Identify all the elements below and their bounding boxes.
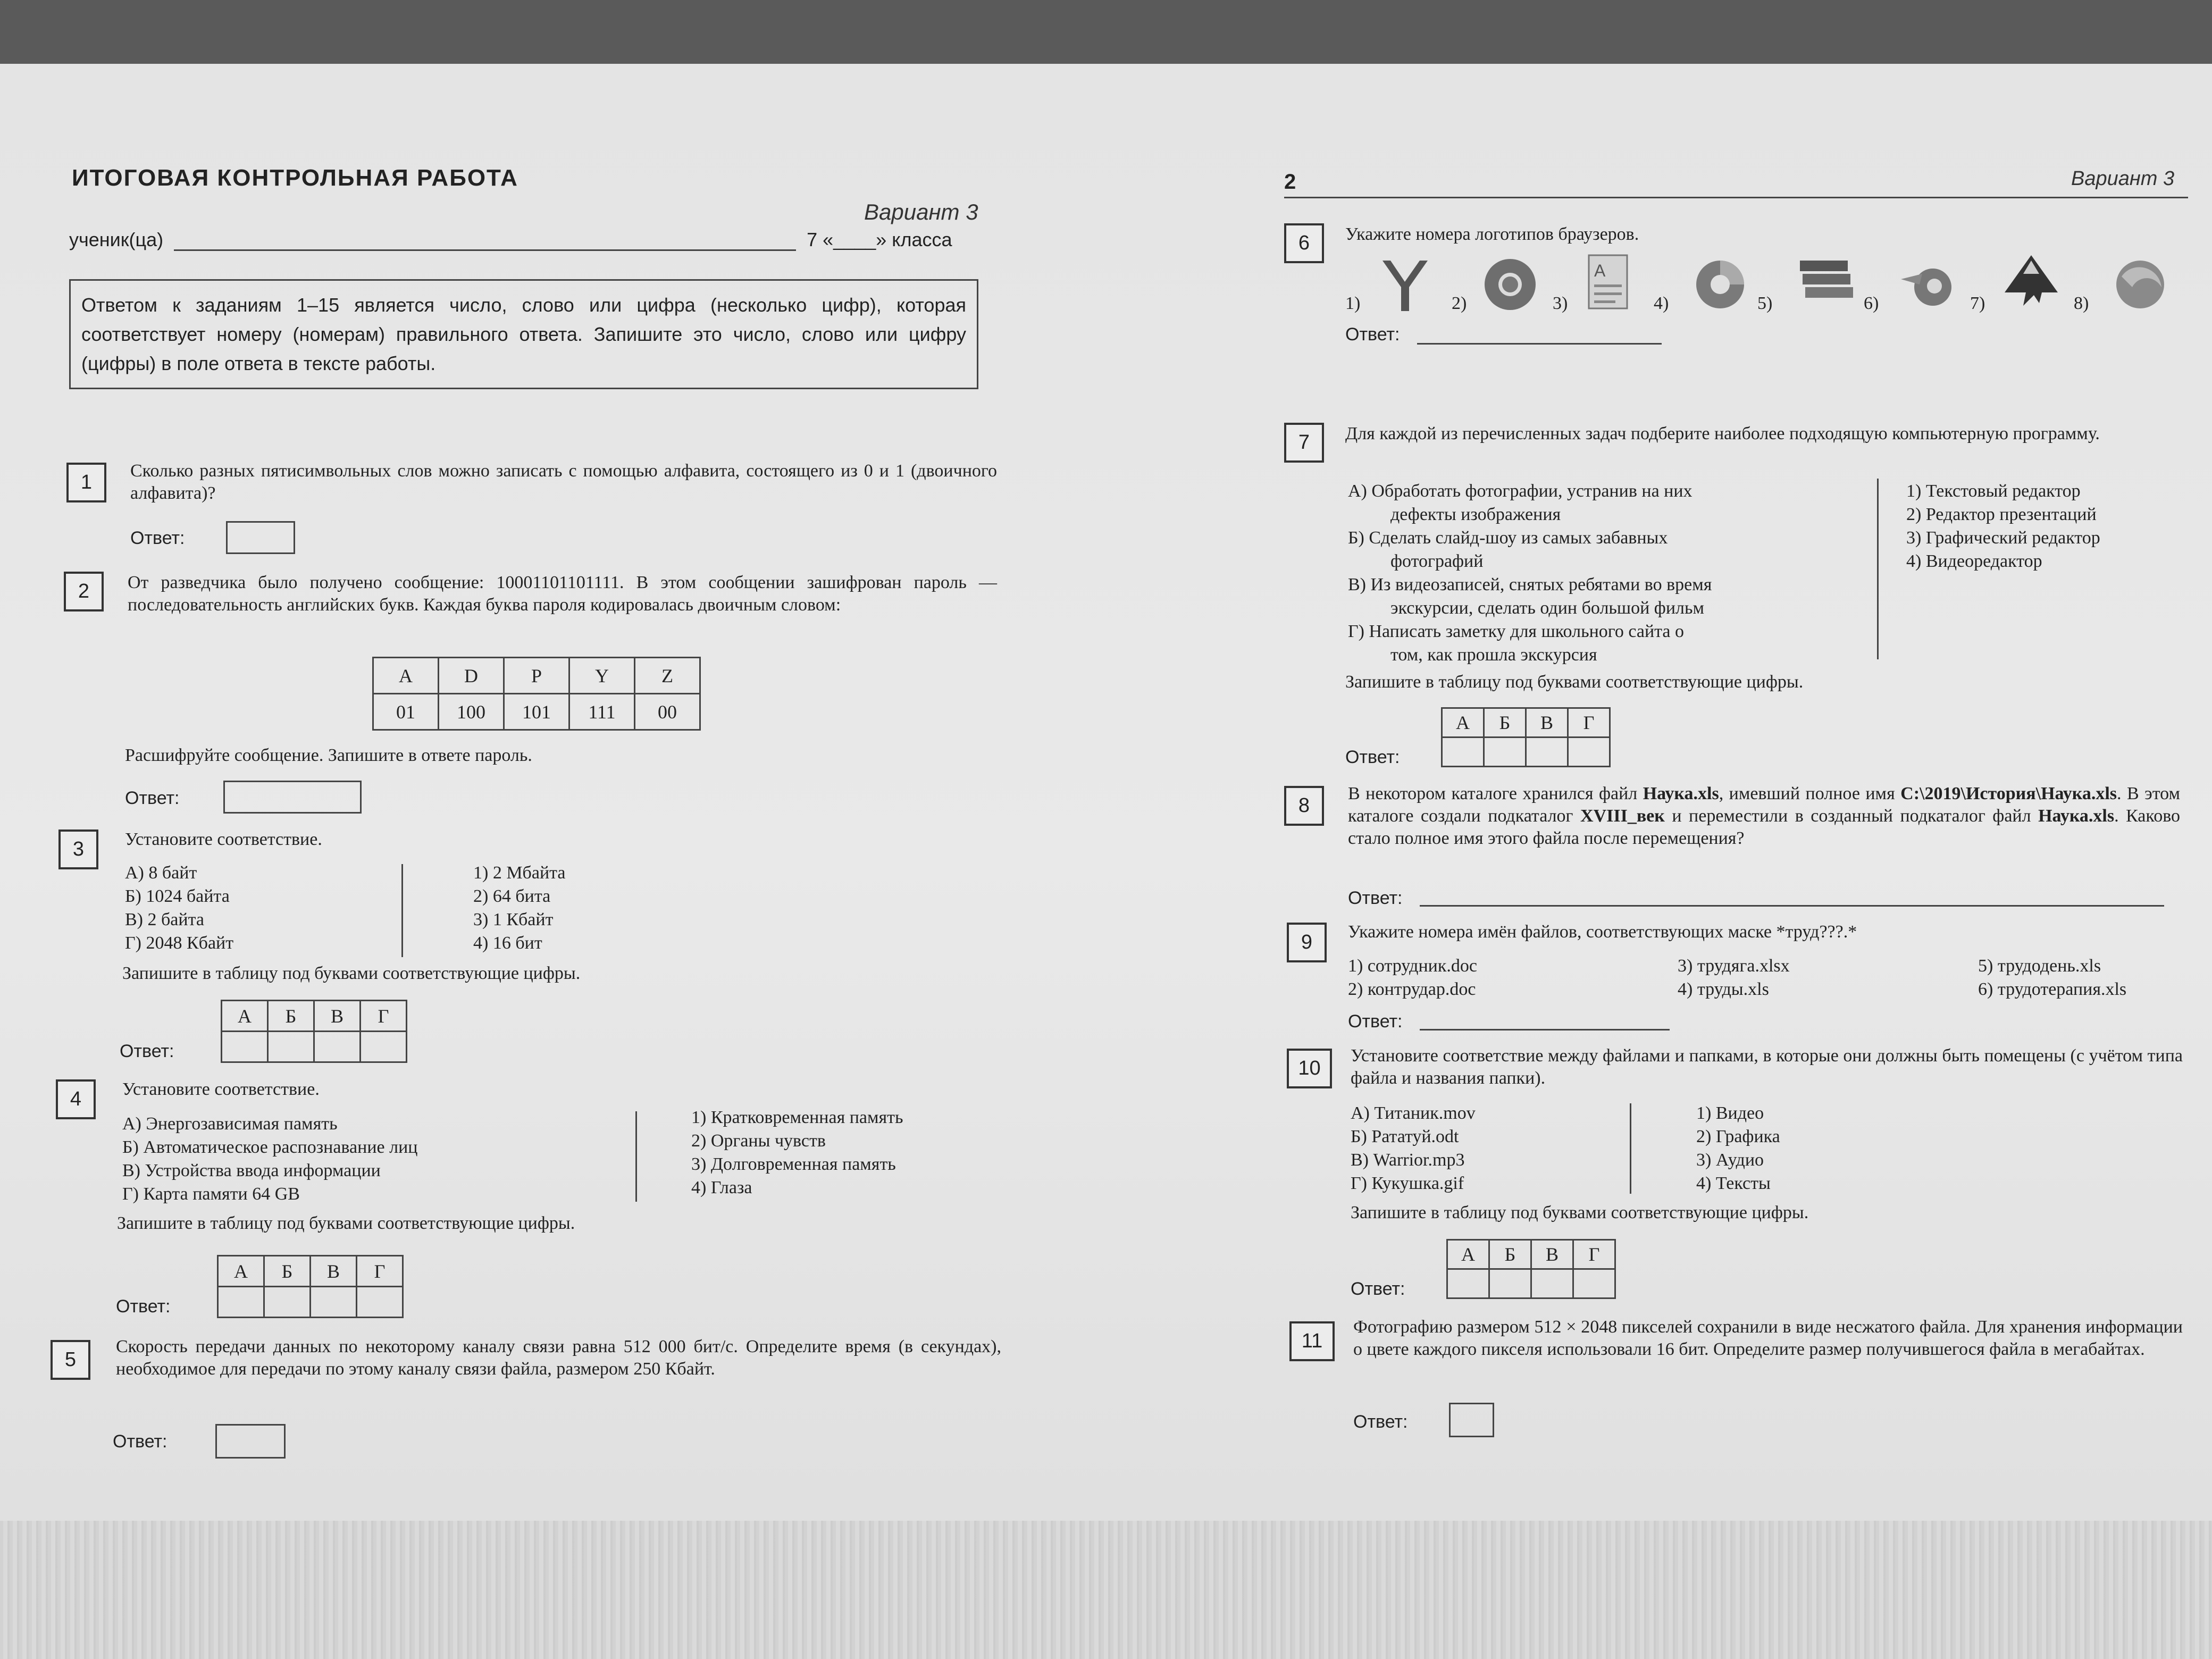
table-row: [1442, 738, 1610, 767]
table-cell: 111: [569, 694, 635, 730]
code-table: [372, 657, 701, 731]
table-cell: 01: [373, 694, 439, 730]
question-number: 5: [51, 1340, 90, 1380]
table-header-cell: Г: [1573, 1240, 1615, 1269]
answer-table-10[interactable]: [1446, 1239, 1616, 1299]
logo-option-7: [1970, 253, 2076, 314]
question-9-text: Укажите номера имён файлов, соответствующих маске *труд???.*: [1348, 922, 1857, 942]
table-header-cell: Б: [264, 1256, 311, 1287]
table-row: [222, 1001, 407, 1032]
table-header-cell: Б: [1484, 708, 1526, 738]
instructions-box: Ответом к заданиям 1–15 является число, слово или цифра (несколько цифр), которая соответствует номеру (номерам) правильного ответа. Запишите это число, слово или цифру (цифры) в поле ответа в тексте работы.: [69, 279, 978, 389]
answer-table-4[interactable]: [217, 1255, 404, 1318]
table-cell: Z: [635, 658, 700, 694]
right-page: [1276, 64, 2212, 1659]
logo-option-4: [1654, 255, 1760, 314]
answer-cell[interactable]: [1531, 1269, 1573, 1298]
question-number: 10: [1287, 1049, 1332, 1088]
table-cell: D: [439, 658, 504, 694]
table-row: [1447, 1240, 1615, 1269]
student-name-field[interactable]: [174, 233, 796, 251]
table-instruction: Запишите в таблицу под буквами соответствующие цифры.: [1351, 1203, 1809, 1222]
table-header-cell: А: [1447, 1240, 1489, 1269]
answer-cell[interactable]: [222, 1032, 268, 1062]
list-item: экскурсии, сделать один большой фильм: [1390, 598, 1705, 618]
doc-title: ИТОГОВАЯ КОНТРОЛЬНАЯ РАБОТА: [72, 165, 518, 191]
header-rule: [1284, 197, 2188, 198]
table-row: [218, 1256, 403, 1287]
list-item: Б) Рататуй.odt: [1351, 1127, 1459, 1146]
list-item: том, как прошла экскурсия: [1390, 645, 1597, 665]
table-cell: 101: [504, 694, 569, 730]
list-item: 3) 1 Кбайт: [473, 910, 554, 929]
table-row: [1442, 708, 1610, 738]
table-cell: 100: [439, 694, 504, 730]
document-sheet: [0, 64, 2212, 1659]
question-8-text: В некотором каталоге хранился файл Наука.xls, имевший полное имя C:\2019\История\Наука.xls. В этом каталоге создали подкаталог XVIII_век и переместили в созданный подкаталог файл Наука.xls. Каково стало полное имя этого файла после перемещения?: [1348, 784, 2181, 848]
answer-cell[interactable]: [314, 1032, 361, 1062]
table-header-cell: В: [1531, 1240, 1573, 1269]
question-number: 7: [1284, 423, 1324, 463]
list-item: Г) Карта памяти 64 GB: [122, 1184, 300, 1204]
list-item: 3) Графический редактор: [1906, 528, 2100, 548]
table-row: [373, 694, 700, 730]
list-item: 5) трудодень.xls: [1978, 956, 2101, 976]
answer-cell[interactable]: [1573, 1269, 1615, 1298]
logo-label: 3): [1553, 294, 1568, 313]
question-number: 4: [56, 1079, 96, 1119]
list-item: В) 2 байта: [125, 910, 204, 929]
list-item: 4) Видеоредактор: [1906, 551, 2042, 571]
question-4-left-list: [122, 1112, 417, 1206]
list-item: 1) 2 Мбайта: [473, 863, 566, 883]
blender-logo-icon: [1898, 255, 1957, 314]
list-item: Б) Автоматическое распознавание лиц: [122, 1137, 418, 1157]
list-item: 1) Кратковременная память: [691, 1108, 903, 1127]
list-item: 4) труды.xls: [1678, 979, 1769, 999]
list-item: 4) 16 бит: [473, 933, 542, 953]
answer-label: Ответ:: [1351, 1279, 1405, 1299]
question-10-right-list: [1696, 1102, 1780, 1195]
inkscape-logo-icon: [2002, 253, 2060, 311]
answer-label: Ответ:: [113, 1431, 167, 1452]
list-item: 1) сотрудник.doc: [1348, 956, 1477, 976]
list-item: 1) Видео: [1696, 1103, 1764, 1123]
answer-label: Ответ:: [1353, 1412, 1408, 1432]
question-number: 11: [1289, 1321, 1335, 1361]
table-cell: A: [373, 658, 439, 694]
question-2-text: От разведчика было получено сообщение: 10001101101111. В этом сообщении зашифрован пароль — последовательность английских букв. Каждая буква пароля кодировалась двоичным словом:: [128, 573, 997, 615]
table-header-cell: Б: [1489, 1240, 1531, 1269]
answer-box-2[interactable]: [223, 781, 362, 814]
question-4-text: Установите соответствие.: [122, 1079, 320, 1099]
question-9-list-col1: [1348, 954, 1477, 1001]
question-3-left-list: [125, 861, 233, 955]
answer-cell[interactable]: [1489, 1269, 1531, 1298]
answer-cell[interactable]: [264, 1287, 311, 1318]
list-item: 1) Текстовый редактор: [1906, 481, 2081, 501]
column-divider: [635, 1111, 637, 1202]
svg-text:A: A: [1594, 261, 1606, 280]
logo-label: 4): [1654, 294, 1669, 313]
student-line: [69, 229, 1005, 251]
answer-cell[interactable]: [1526, 738, 1568, 767]
list-item: 3) трудяга.xlsx: [1678, 956, 1790, 976]
table-header-cell: Г: [361, 1001, 407, 1032]
answer-cell[interactable]: [357, 1287, 403, 1318]
office-logo-icon: [1691, 255, 1749, 314]
list-item: В) Устройства ввода информации: [122, 1161, 381, 1180]
logo-option-6: [1864, 255, 1970, 314]
answer-box-1[interactable]: [226, 521, 295, 554]
list-item: Г) Кукушка.gif: [1351, 1174, 1464, 1193]
grade-label: 7 «____» класса: [807, 229, 952, 250]
logo-label: 1): [1345, 294, 1361, 313]
question-7-text: Для каждой из перечисленных задач подберите наиболее подходящую компьютерную программу.: [1345, 424, 2100, 443]
table-cell: P: [504, 658, 569, 694]
question-3-right-list: [473, 861, 566, 955]
answer-table-7[interactable]: [1441, 707, 1611, 767]
list-item: 2) Редактор презентаций: [1906, 505, 2097, 524]
question-number: 9: [1287, 923, 1327, 962]
table-header-cell: А: [222, 1001, 268, 1032]
answer-cell[interactable]: [361, 1032, 407, 1062]
table-row: [373, 658, 700, 694]
answer-label: Ответ:: [130, 528, 185, 548]
answer-line-9[interactable]: [1420, 1029, 1670, 1030]
yandex-logo-icon: [1375, 255, 1433, 314]
logo-label: 8): [2074, 294, 2089, 313]
logo-option-3: [1553, 253, 1659, 314]
scan-artifact: [0, 1521, 2212, 1659]
firefox-logo-icon: [2111, 255, 2169, 314]
logo-label: 5): [1757, 294, 1773, 313]
list-item: 4) Глаза: [691, 1178, 752, 1197]
table-header-cell: А: [218, 1256, 264, 1287]
column-divider: [1877, 479, 1879, 659]
logo-option-1: [1345, 255, 1452, 314]
question-number: 8: [1284, 786, 1324, 826]
answer-line-6[interactable]: [1417, 343, 1662, 345]
list-item: А) Обработать фотографии, устранив на них: [1348, 481, 1692, 501]
question-2-task: Расшифруйте сообщение. Запишите в ответе пароль.: [125, 745, 532, 765]
list-item: 2) 64 бита: [473, 886, 551, 906]
student-label: ученик(ца): [69, 229, 164, 250]
answer-table-3[interactable]: [221, 1000, 407, 1063]
table-instruction: Запишите в таблицу под буквами соответствующие цифры.: [117, 1213, 575, 1233]
answer-label: Ответ:: [125, 788, 180, 808]
page-number: 2: [1284, 170, 1296, 194]
table-cell: Y: [569, 658, 635, 694]
table-header-cell: А: [1442, 708, 1484, 738]
logo-option-5: [1757, 253, 1880, 314]
question-10-text: Установите соответствие между файлами и папками, в которые они должны быть помещены (с учётом типа файла и названия папки).: [1351, 1046, 2183, 1088]
question-7-right-list: [1906, 480, 2100, 573]
list-item: фотографий: [1390, 551, 1484, 571]
table-instruction: Запишите в таблицу под буквами соответствующие цифры.: [122, 963, 581, 983]
answer-box-11[interactable]: [1449, 1403, 1494, 1437]
logo-label: 7): [1970, 294, 1985, 313]
list-item: Г) 2048 Кбайт: [125, 933, 234, 953]
question-1-text: Сколько разных пятисимвольных слов можно записать с помощью алфавита, состоящего из 0 и 1 (двоичного алфавита)?: [130, 461, 997, 503]
variant-label: Вариант 3: [864, 199, 978, 224]
list-item: 2) Графика: [1696, 1127, 1780, 1146]
answer-cell[interactable]: [1442, 738, 1484, 767]
column-divider: [1630, 1103, 1631, 1194]
question-6-text: Укажите номера логотипов браузеров.: [1345, 224, 1639, 244]
answer-label: Ответ:: [1345, 747, 1400, 767]
list-item: 2) контрудар.doc: [1348, 979, 1476, 999]
answer-label: Ответ:: [1348, 1011, 1403, 1032]
document-logo-icon: [1585, 253, 1632, 314]
list-item: Б) 1024 байта: [125, 886, 230, 906]
column-divider: [401, 864, 403, 957]
question-7-left-list: [1348, 480, 1712, 667]
table-cell: 00: [635, 694, 700, 730]
question-11-text: Фотографию размером 512 × 2048 пикселей сохранили в виде несжатого файла. Для хранения информации о цвете каждого пикселя использовали 16 бит. Определите размер получившегося файла в мегабайтах.: [1353, 1317, 2183, 1359]
table-header-cell: Г: [357, 1256, 403, 1287]
list-item: 2) Органы чувств: [691, 1131, 826, 1151]
stack-logo-icon: [1797, 253, 1856, 311]
left-page: [0, 64, 1063, 1659]
list-item: 3) Долговременная память: [691, 1154, 896, 1174]
answer-cell[interactable]: [1484, 738, 1526, 767]
list-item: дефекты изображения: [1390, 505, 1561, 524]
answer-cell[interactable]: [218, 1287, 264, 1318]
answer-box-5[interactable]: [215, 1424, 286, 1459]
question-number: 3: [58, 830, 98, 869]
list-item: 4) Тексты: [1696, 1174, 1771, 1193]
table-instruction: Запишите в таблицу под буквами соответствующие цифры.: [1345, 672, 1804, 692]
question-number: 2: [64, 572, 104, 611]
question-number: 6: [1284, 223, 1324, 263]
question-number: 1: [66, 463, 106, 502]
question-10-left-list: [1351, 1102, 1476, 1195]
table-row: [218, 1287, 403, 1318]
list-item: А) Титаник.mov: [1351, 1103, 1476, 1123]
answer-line-8[interactable]: [1420, 905, 2164, 907]
question-9-list-col2: [1678, 954, 1790, 1001]
list-item: 3) Аудио: [1696, 1150, 1764, 1170]
logo-option-8: [2074, 255, 2180, 314]
table-row: [222, 1032, 407, 1062]
table-header-cell: В: [314, 1001, 361, 1032]
answer-label: Ответ:: [116, 1296, 171, 1317]
list-item: Б) Сделать слайд-шоу из самых забавных: [1348, 528, 1668, 548]
question-3-text: Установите соответствие.: [125, 830, 322, 849]
table-header-cell: В: [311, 1256, 357, 1287]
answer-label: Ответ:: [120, 1041, 174, 1061]
list-item: А) 8 байт: [125, 863, 197, 883]
table-header-cell: В: [1526, 708, 1568, 738]
table-header-cell: Г: [1568, 708, 1610, 738]
logo-label: 2): [1452, 294, 1467, 313]
answer-cell[interactable]: [1447, 1269, 1489, 1298]
answer-cell[interactable]: [268, 1032, 314, 1062]
answer-label: Ответ:: [1348, 888, 1403, 908]
answer-cell[interactable]: [1568, 738, 1610, 767]
answer-cell[interactable]: [311, 1287, 357, 1318]
table-row: [1447, 1269, 1615, 1298]
list-item: 6) трудотерапия.xls: [1978, 979, 2127, 999]
list-item: А) Энергозависимая память: [122, 1114, 338, 1134]
list-item: В) Из видеозаписей, снятых ребятами во время: [1348, 575, 1712, 594]
question-9-list-col3: [1978, 954, 2126, 1001]
answer-label: Ответ:: [1345, 324, 1400, 345]
logo-label: 6): [1864, 294, 1879, 313]
chrome-logo-icon: [1481, 255, 1539, 314]
variant-label: Вариант 3: [2071, 167, 2175, 190]
list-item: Г) Написать заметку для школьного сайта о: [1348, 622, 1685, 641]
question-5-text: Скорость передачи данных по некоторому каналу связи равна 512 000 бит/с. Определите время (в секундах), необходимое для передачи по этому каналу связи файла, размером 250 Кбайт.: [116, 1337, 1001, 1379]
list-item: В) Warrior.mp3: [1351, 1150, 1465, 1170]
table-header-cell: Б: [268, 1001, 314, 1032]
logo-option-2: [1452, 255, 1558, 314]
question-4-right-list: [691, 1106, 903, 1200]
